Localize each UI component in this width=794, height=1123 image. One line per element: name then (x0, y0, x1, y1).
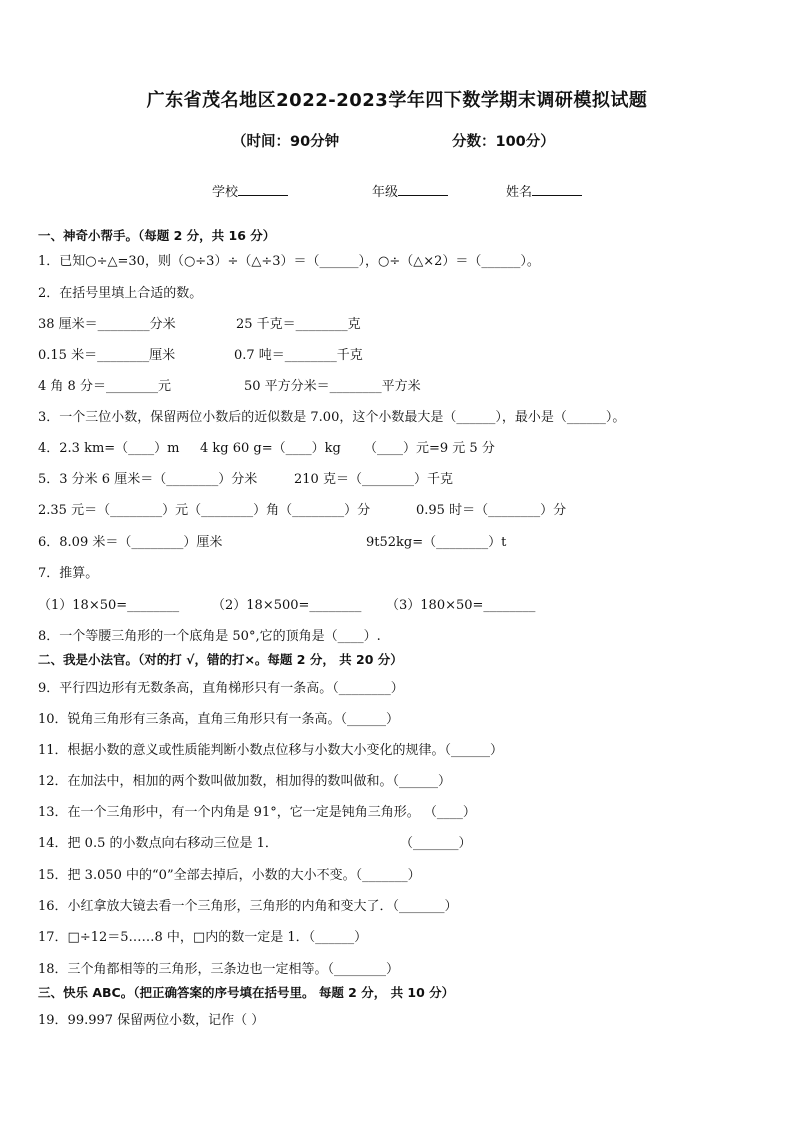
question-2-item-b: 25 千克＝________克 (236, 317, 361, 332)
question-14-answer-blank: （_______） (400, 836, 472, 851)
question-13: 13．在一个三角形中，有一个内角是 91°，它一定是钝角三角形。 （____） (38, 805, 476, 820)
question-7-part-3: （3）180×50=________ (386, 598, 536, 613)
question-17: 17．□÷12＝5……8 中，□内的数一定是 1．（______） (38, 930, 368, 945)
question-11: 11．根据小数的意义或性质能判断小数点位移与小数大小变化的规律。（______） (38, 743, 504, 758)
grade-blank[interactable] (398, 183, 448, 196)
question-2: 2．在括号里填上合适的数。 (38, 286, 203, 301)
question-7: 7．推算。 (38, 566, 99, 581)
question-6-part-a: 6．8.09 米＝（________）厘米 (38, 535, 223, 550)
question-7-part-1: （1）18×50=________ (38, 598, 180, 613)
question-4-part-b: 4 kg 60 g=（____）kg (200, 441, 341, 456)
question-3: 3．一个三位小数，保留两位小数后的近似数是 7.00，这个小数最大是（______），最小是（______）。 (38, 410, 626, 425)
name-blank[interactable] (532, 183, 582, 196)
question-14: 14．把 0.5 的小数点向右移动三位是 1． (38, 836, 278, 851)
question-6-part-b: 9t52kg=（________）t (366, 535, 507, 550)
question-5-part-b: 210 克＝（________）千克 (294, 472, 453, 487)
name-field (506, 181, 582, 200)
grade-label: 年级 (372, 185, 399, 200)
question-5-part-a: 5．3 分米 6 厘米＝（________）分米 (38, 472, 258, 487)
section-2-heading: 二、我是小法官。（对的打 √，错的打×。每题 2 分， 共 20 分） (38, 652, 403, 667)
question-19: 19．99.997 保留两位小数，记作（ ） (38, 1013, 265, 1028)
question-18: 18．三个角都相等的三角形，三条边也一定相等。（________） (38, 962, 400, 977)
question-4-part-a: 4．2.3 km=（____）m (38, 441, 180, 456)
section-1-heading: 一、神奇小帮手。（每题 2 分，共 16 分） (38, 228, 276, 243)
exam-score: 分数：100分） (452, 134, 555, 150)
question-2-item-a: 38 厘米＝________分米 (38, 317, 176, 332)
question-5-part-c: 2.35 元＝（________）元（________）角（________）分 (38, 503, 371, 518)
question-4-part-c: （____）元=9 元 5 分 (364, 441, 495, 456)
question-5-part-d: 0.95 时＝（________）分 (416, 503, 567, 518)
question-8: 8．一个等腰三角形的一个底角是 50°,它的顶角是（____）. (38, 629, 381, 644)
question-10: 10．锐角三角形有三条高，直角三角形只有一条高。（______） (38, 712, 400, 727)
question-12: 12．在加法中，相加的两个数叫做加数，相加得的数叫做和。（______） (38, 774, 452, 789)
question-1: 1．已知○÷△=30，则（○÷3）÷（△÷3）＝（______），○÷（△×2）＝（______）。 (38, 254, 540, 269)
exam-time: （时间：90分钟 (232, 134, 340, 150)
grade-field (372, 181, 448, 200)
name-label: 姓名 (506, 185, 533, 200)
section-3-heading: 三、快乐 ABC。（把正确答案的序号填在括号里。 每题 2 分， 共 10 分） (38, 985, 455, 1000)
question-2-item-e: 4 角 8 分＝________元 (38, 379, 171, 394)
question-2-item-f: 50 平方分米＝________平方米 (244, 379, 421, 394)
exam-title: 广东省茂名地区2022-2023学年四下数学期末调研模拟试题 (146, 90, 648, 111)
question-7-part-2: （2）18×500=________ (212, 598, 362, 613)
question-2-item-c: 0.15 米＝________厘米 (38, 348, 176, 363)
question-15: 15．把 3.050 中的“0”全部去掉后，小数的大小不变。（_______） (38, 868, 421, 883)
school-field (212, 181, 288, 200)
school-label: 学校 (212, 185, 239, 200)
question-2-item-d: 0.7 吨＝________千克 (234, 348, 363, 363)
question-9: 9．平行四边形有无数条高，直角梯形只有一条高。（________） (38, 681, 404, 696)
school-blank[interactable] (238, 183, 288, 196)
question-16: 16．小红拿放大镜去看一个三角形，三角形的内角和变大了．（_______） (38, 899, 458, 914)
